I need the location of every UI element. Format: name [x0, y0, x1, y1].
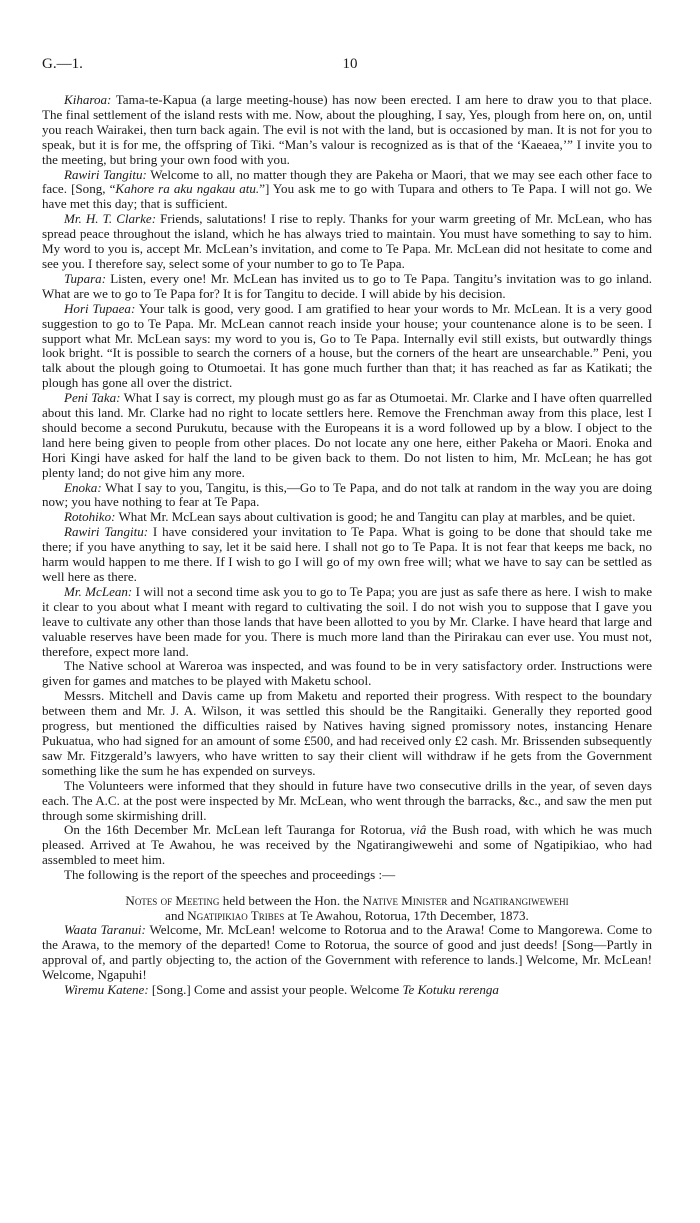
paragraph — [42, 983, 652, 998]
paragraph — [42, 823, 652, 868]
paragraph-text: the Bush road, with which he was much pleased. Arrived at Te Awahou, he was received by the Ngatirangiwewehi and some of Ngatipikiao, who had assembled to meet him. — [42, 822, 652, 868]
speaker-name: Wiremu Katene: — [64, 981, 149, 997]
paragraph — [42, 659, 652, 689]
spacer — [42, 883, 652, 893]
heading-tribe: Ngatipikiao Tribes — [187, 908, 285, 924]
speaker-name: Kiharoa: — [64, 92, 112, 107]
heading-text: and — [165, 908, 188, 924]
page-number: 10 — [342, 56, 358, 72]
paragraph — [42, 868, 652, 883]
speaker-name: Waata Taranui: — [64, 922, 146, 938]
speaker-name: Rawiri Tangitu: — [64, 166, 147, 182]
paragraph-text: Messrs. Mitchell and Davis came up from Maketu and reported their progress. With respect to the boundary between them and Mr. J. A. Wilson, it was settled this should be the Rangitaiki. Generally they reported good progress, but mentioned the difficulties raised by Natives having signed promissory notes, instancing Henare Pukuatua, who had signed for an amount of some £500, and had received only £2 cash. Mr. Brissenden subsequently saw Mr. Fitzgerald’s lawyers, who have written to say their client will withdraw if he gets from the Government something like the sum he has expended on surveys. — [42, 688, 652, 778]
paragraph-text: What I say is correct, my plough must go as far as Otumoetai. Mr. Clarke and I have often quarrelled about this land. Mr. Clarke had no right to locate settlers here. Remove the Frenchman away from this place, lest I should become a second Purukutu, because with the Europeans it is a word followed up by a blow. I object to the land here being given to people from other places. Do not locate any one here, either Pakeha or Maori. Enoka and Hori Kingi have asked for half the land to be given back to them. Do not listen to him, Mr. McLean; he has got plenty land; do not give him any more. — [42, 390, 652, 480]
italic-phrase: Te Kotuku rerenga — [402, 981, 499, 997]
paragraph-text: I have considered your invitation to Te Papa. What is going to be done that should take me there; if you have anything to say, let it be said here. I shall not go to Te Papa. It is not fear that keeps me back, no harm would happen to me there. If I wish to go I will go of my own free will; what we have to say can be settled as well here as there. — [42, 524, 653, 584]
paragraph — [42, 689, 652, 778]
paragraph-text: The Volunteers were informed that they should in future have two consecutive drills in the year, of seven days each. The A.C. at the post were inspected by Mr. McLean, who went through the barracks, &c., and saw the men put through some skirmishing drill. — [42, 777, 652, 823]
document-body — [42, 93, 652, 998]
heading-text: at Te Awahou, Rotorua, 17th December, 1873. — [284, 908, 529, 924]
paragraph — [42, 302, 652, 391]
speaker-name: Tupara: — [64, 270, 107, 286]
paragraph-text: Listen, every one! Mr. McLean has invited us to go to Te Papa. Tangitu’s invitation was to go inland. What are we to go to Te Papa for? It is for Tangitu to decide. I will abide by his decision. — [42, 270, 652, 301]
song-title: Kahore ra aku ngakau atu. — [115, 181, 260, 197]
paragraph — [42, 525, 652, 585]
heading-tribe: Ngatirangiwewehi — [472, 893, 569, 909]
speaker-name: Mr. McLean: — [64, 583, 133, 599]
paragraph — [42, 391, 652, 480]
speaker-name: Enoka: — [64, 479, 102, 495]
document-reference: G.—1. — [42, 56, 83, 72]
paragraph-text: Welcome to all, no matter though they are Pakeha or Maori, that we may see each other face to face. [Song, “ — [42, 166, 652, 197]
paragraph-text: I will not a second time ask you to go to Te Papa; you are just as safe there as here. I wish to make it clear to you about what I meant with regard to cultivating the soil. I do not wish you to suppose that I gave you leave to cultivate any other than those lands that have been allotted to you by Mr. Clarke. I have heard that large and valuable reserves have been made for you. There is much more land than the Pirirakau can ever use. You must not, therefore, expect more land. — [42, 583, 652, 659]
heading-text: held between the Hon. the — [219, 893, 363, 909]
paragraph-text: What I say to you, Tangitu, is this,—Go to Te Papa, and do not talk at random in the way you are doing now; you have nothing to fear at Te Papa. — [42, 479, 652, 510]
heading-text: and — [447, 893, 473, 909]
paragraph-text: Tama-te-Kapua (a large meeting-house) has now been erected. I am here to draw you to that place. The final settlement of the island rests with me. Now, about the ploughing, I say, Yes, plough from here on, on, until you reach Wairakei, then turn back again. The evil is not with the land, but is occasioned by man. It is not for you to speak, but it is for me, the offspring of Tiki. “Man’s valour is recognized as is that of the ‘Kaeaea,’” I invite you to the meeting, but bring your own food with you. — [42, 92, 652, 167]
page-header — [42, 56, 658, 78]
paragraph-text: The Native school at Wareroa was inspected, and was found to be in very satisfactory order. Instructions were given for games and matches to be played with Maketu school. — [42, 658, 652, 689]
heading-notes: Notes of Meeting — [125, 893, 220, 909]
paragraph-text: Welcome, Mr. McLean! welcome to Rotorua and to the Arawa! Come to Mangorewa. Come to the Arawa, to the memory of the departed! Come to Rotorua, the source of good and just deeds! [Song—Partly in approval of, and partly objecting to, the action of the Government with reference to lands.] Welcome, Mr. McLean! Welcome, Ngapuhi! — [42, 922, 652, 982]
paragraph-text: The following is the report of the speeches and proceedings :— — [64, 867, 396, 883]
via-word: viâ — [410, 822, 427, 838]
speaker-name: Rawiri Tangitu: — [64, 524, 149, 540]
paragraph-text: On the 16th December Mr. McLean left Tauranga for Rotorua, — [64, 822, 411, 838]
paragraph-text: [Song.] Come and assist your people. Welcome — [148, 981, 403, 997]
speaker-name: Hori Tupaea: — [64, 300, 136, 316]
speaker-name: Mr. H. T. Clarke: — [64, 211, 157, 227]
heading-minister: Native Minister — [362, 893, 448, 909]
paragraph — [42, 923, 652, 983]
speaker-name: Rotohiko: — [64, 509, 116, 525]
paragraph — [42, 481, 652, 511]
paragraph — [42, 212, 652, 272]
paragraph-text: ”] You ask me to go with Tupara and others to Te Papa. I will not go. We have met this day; that is sufficient. — [42, 181, 653, 212]
paragraph — [42, 510, 652, 525]
paragraph-text: Friends, salutations! I rise to reply. Thanks for your warm greeting of Mr. McLean, who has spread peace throughout the island, which he has always tried to maintain. You must have something to say to him. My word to you is, accept Mr. McLean’s invitation, and come to Te Papa. Mr. McLean did not hesitate to come and see you. I therefore say, select some of your number to go to Te Papa. — [42, 211, 652, 271]
paragraph-text: What Mr. McLean says about cultivation is good; he and Tangitu can play at marbles, and be quiet. — [115, 509, 636, 525]
paragraph — [42, 585, 652, 660]
paragraph — [42, 779, 652, 824]
section-heading — [42, 893, 652, 923]
paragraph — [42, 93, 652, 168]
speaker-name: Peni Taka: — [64, 390, 121, 406]
paragraph — [42, 272, 652, 302]
paragraph-text: Your talk is good, very good. I am gratified to hear your words to Mr. McLean. It is a very good suggestion to go to Te Papa. Mr. McLean cannot reach inside your house; your countenance alone is to be seen. I support what Mr. McLean says: my word to you is, Go to Te Papa. Internally evil still exists, but outwardly things look bright. “It is possible to search the corners of a house, but the corners of the heart are unsearchable.” Peni, you talk about the plough going to Otumoetai. It has gone much further than that; it has reached as far as Katikati; the plough has gone all over the district. — [42, 300, 652, 391]
paragraph — [42, 168, 652, 213]
